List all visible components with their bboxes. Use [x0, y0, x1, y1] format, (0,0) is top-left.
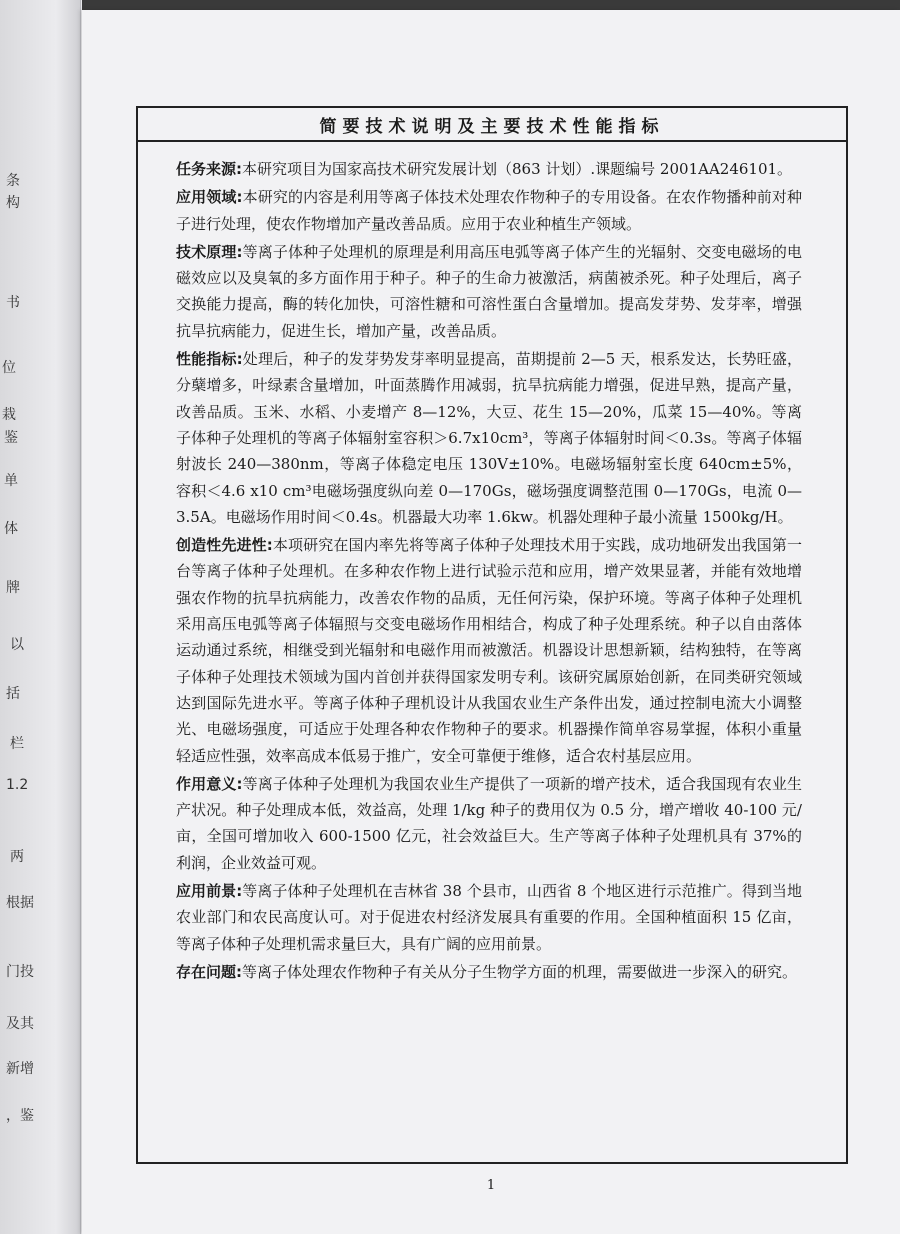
section-label: 任务来源: — [176, 160, 242, 178]
section-significance — [176, 771, 802, 876]
section-label: 性能指标: — [176, 350, 243, 369]
section-text: 等离子体处理农作物种子有关从分子生物学方面的机理，需要做进一步深入的研究。 — [242, 962, 798, 981]
left-fragment: 栏 — [10, 736, 24, 752]
left-fragment: ，鉴 — [6, 1108, 34, 1124]
left-fragment: 以 — [10, 637, 24, 653]
section-text: 等离子体种子处理机在吉林省 38 个县市，山西省 8 个地区进行示范推广。得到当地农业部门和农民高度认可。对于促进农村经济发展具有重要的作用。全国种植面积 15 亿亩，等离子体种子处理机需求量巨大，具有广阔的应用前景。 — [176, 882, 802, 953]
section-label: 创造性先进性: — [176, 536, 273, 555]
section-label: 应用领域: — [176, 188, 243, 207]
left-fragment: 位 — [2, 360, 16, 376]
left-fragment: 条 — [6, 173, 20, 189]
section-task-source — [176, 156, 802, 182]
page-number: 1 — [486, 1178, 496, 1193]
section-text: 等离子体种子处理机为我国农业生产提供了一项新的增产技术，适合我国现有农业生产状况。种子处理成本低，效益高，处理 1/kg 种子的费用仅为 0.5 分，增产增收 40-100 元/亩，全国可增加收入 600-1500 亿元，社会效益巨大。生产等离子体种子处理机具有 37%的利润，企业效益可观。 — [176, 774, 803, 872]
left-page-edge — [0, 0, 81, 1234]
left-fragment: 新增 — [6, 1061, 34, 1077]
section-application-field — [176, 184, 802, 237]
left-fragment: 门投 — [6, 964, 34, 980]
left-fragment: 1.2 — [6, 777, 29, 793]
left-fragment: 构 — [6, 195, 20, 211]
section-problems — [176, 959, 802, 985]
scan-edge — [82, 0, 900, 10]
section-performance — [176, 346, 802, 530]
document-page — [82, 10, 900, 1234]
left-fragment: 单 — [4, 473, 18, 489]
section-prospects — [176, 878, 802, 957]
section-innovation — [176, 532, 802, 769]
left-fragment: 根据 — [6, 895, 34, 911]
left-fragment: 括 — [6, 686, 20, 702]
left-fragment: 两 — [10, 849, 24, 865]
left-fragment: 及其 — [6, 1016, 34, 1032]
left-fragment: 鉴 — [4, 430, 18, 446]
section-label: 技术原理: — [176, 242, 243, 261]
content-body — [176, 156, 802, 987]
table-title: 简要技术说明及主要技术性能指标 — [138, 108, 846, 142]
section-label: 应用前景: — [176, 882, 243, 901]
section-label: 作用意义: — [176, 774, 243, 793]
left-fragment: 牌 — [6, 580, 20, 596]
section-text: 本研究的内容是利用等离子体技术处理农作物种子的专用设备。在农作物播种前对种子进行处理，使农作物增加产量改善品质。应用于农业种植生产领域。 — [176, 188, 803, 233]
section-text: 本研究项目为国家高技术研究发展计划（863 计划）.课题编号 2001AA246101。 — [242, 160, 793, 178]
left-fragment: 书 — [6, 295, 20, 311]
section-text: 等离子体种子处理机的原理是利用高压电弧等离子体产生的光辐射、交变电磁场的电磁效应以及臭氧的多方面作用于种子。种子的生命力被激活，病菌被杀死。种子处理后，离子交换能力提高，酶的转化加快，可溶性糖和可溶性蛋白含量增加。提高发芽势、发芽率，增强抗旱抗病能力，促进生长，增加产量，改善品质。 — [176, 242, 803, 340]
section-technical-principle — [176, 239, 802, 344]
section-label: 存在问题: — [176, 962, 242, 981]
section-text: 处理后，种子的发芽势发芽率明显提高，苗期提前 2—5 天，根系发达，长势旺盛，分蘖增多，叶绿素含量增加，叶面蒸腾作用减弱，抗旱抗病能力增强，促进早熟，提高产量，改善品质。玉米、水稻、小麦增产 8—12%，大豆、花生 15—20%，瓜菜 15—40%。等离子体种子处理机的等离子体辐射室容积＞6.7x10cm³，等离子体辐射时间＜0.3s。等离子体辐射波长 240—380nm，等离子体稳定电压 130V±10%。电磁场辐射室长度 640cm±5%，容积＜4.6 x10 cm³电磁场强度纵向差 0—170Gs，磁场强度调整范围 0—170Gs，电流 0—3.5A。电磁场作用时间＜0.4s。机器最大功率 1.6kw。机器处理种子最小流量 1500kg/H。 — [176, 350, 802, 526]
left-fragment: 栽 — [2, 407, 16, 423]
section-text: 本项研究在国内率先将等离子体种子处理技术用于实践，成功地研发出我国第一台等离子体种子处理机。在多种农作物上进行试验示范和应用，增产效果显著，并能有效地增强农作物的抗旱抗病能力，改善农作物的品质，无任何污染，保护环境。等离子体种子处理机采用高压电弧等离子体辐照与交变电磁场作用相结合，构成了种子处理系统。种子以自由落体运动通过系统，相继受到光辐射和电磁作用而被激活。机器设计思想新颖，结构独特，在等离子体种子处理技术领域为国内首创并获得国家发明专利。该研究属原始创新，在同类研究领域达到国际先进水平。等离子体种子理机设计从我国农业生产条件出发，通过控制电流大小调整光、电磁场强度，可适应于处理各种农作物种子的要求。机器操作简单容易掌握，体积小重量轻适应性强，效率高成本低易于推广，安全可靠便于维修，适合农村基层应用。 — [176, 536, 802, 765]
left-fragment: 体 — [4, 521, 18, 537]
